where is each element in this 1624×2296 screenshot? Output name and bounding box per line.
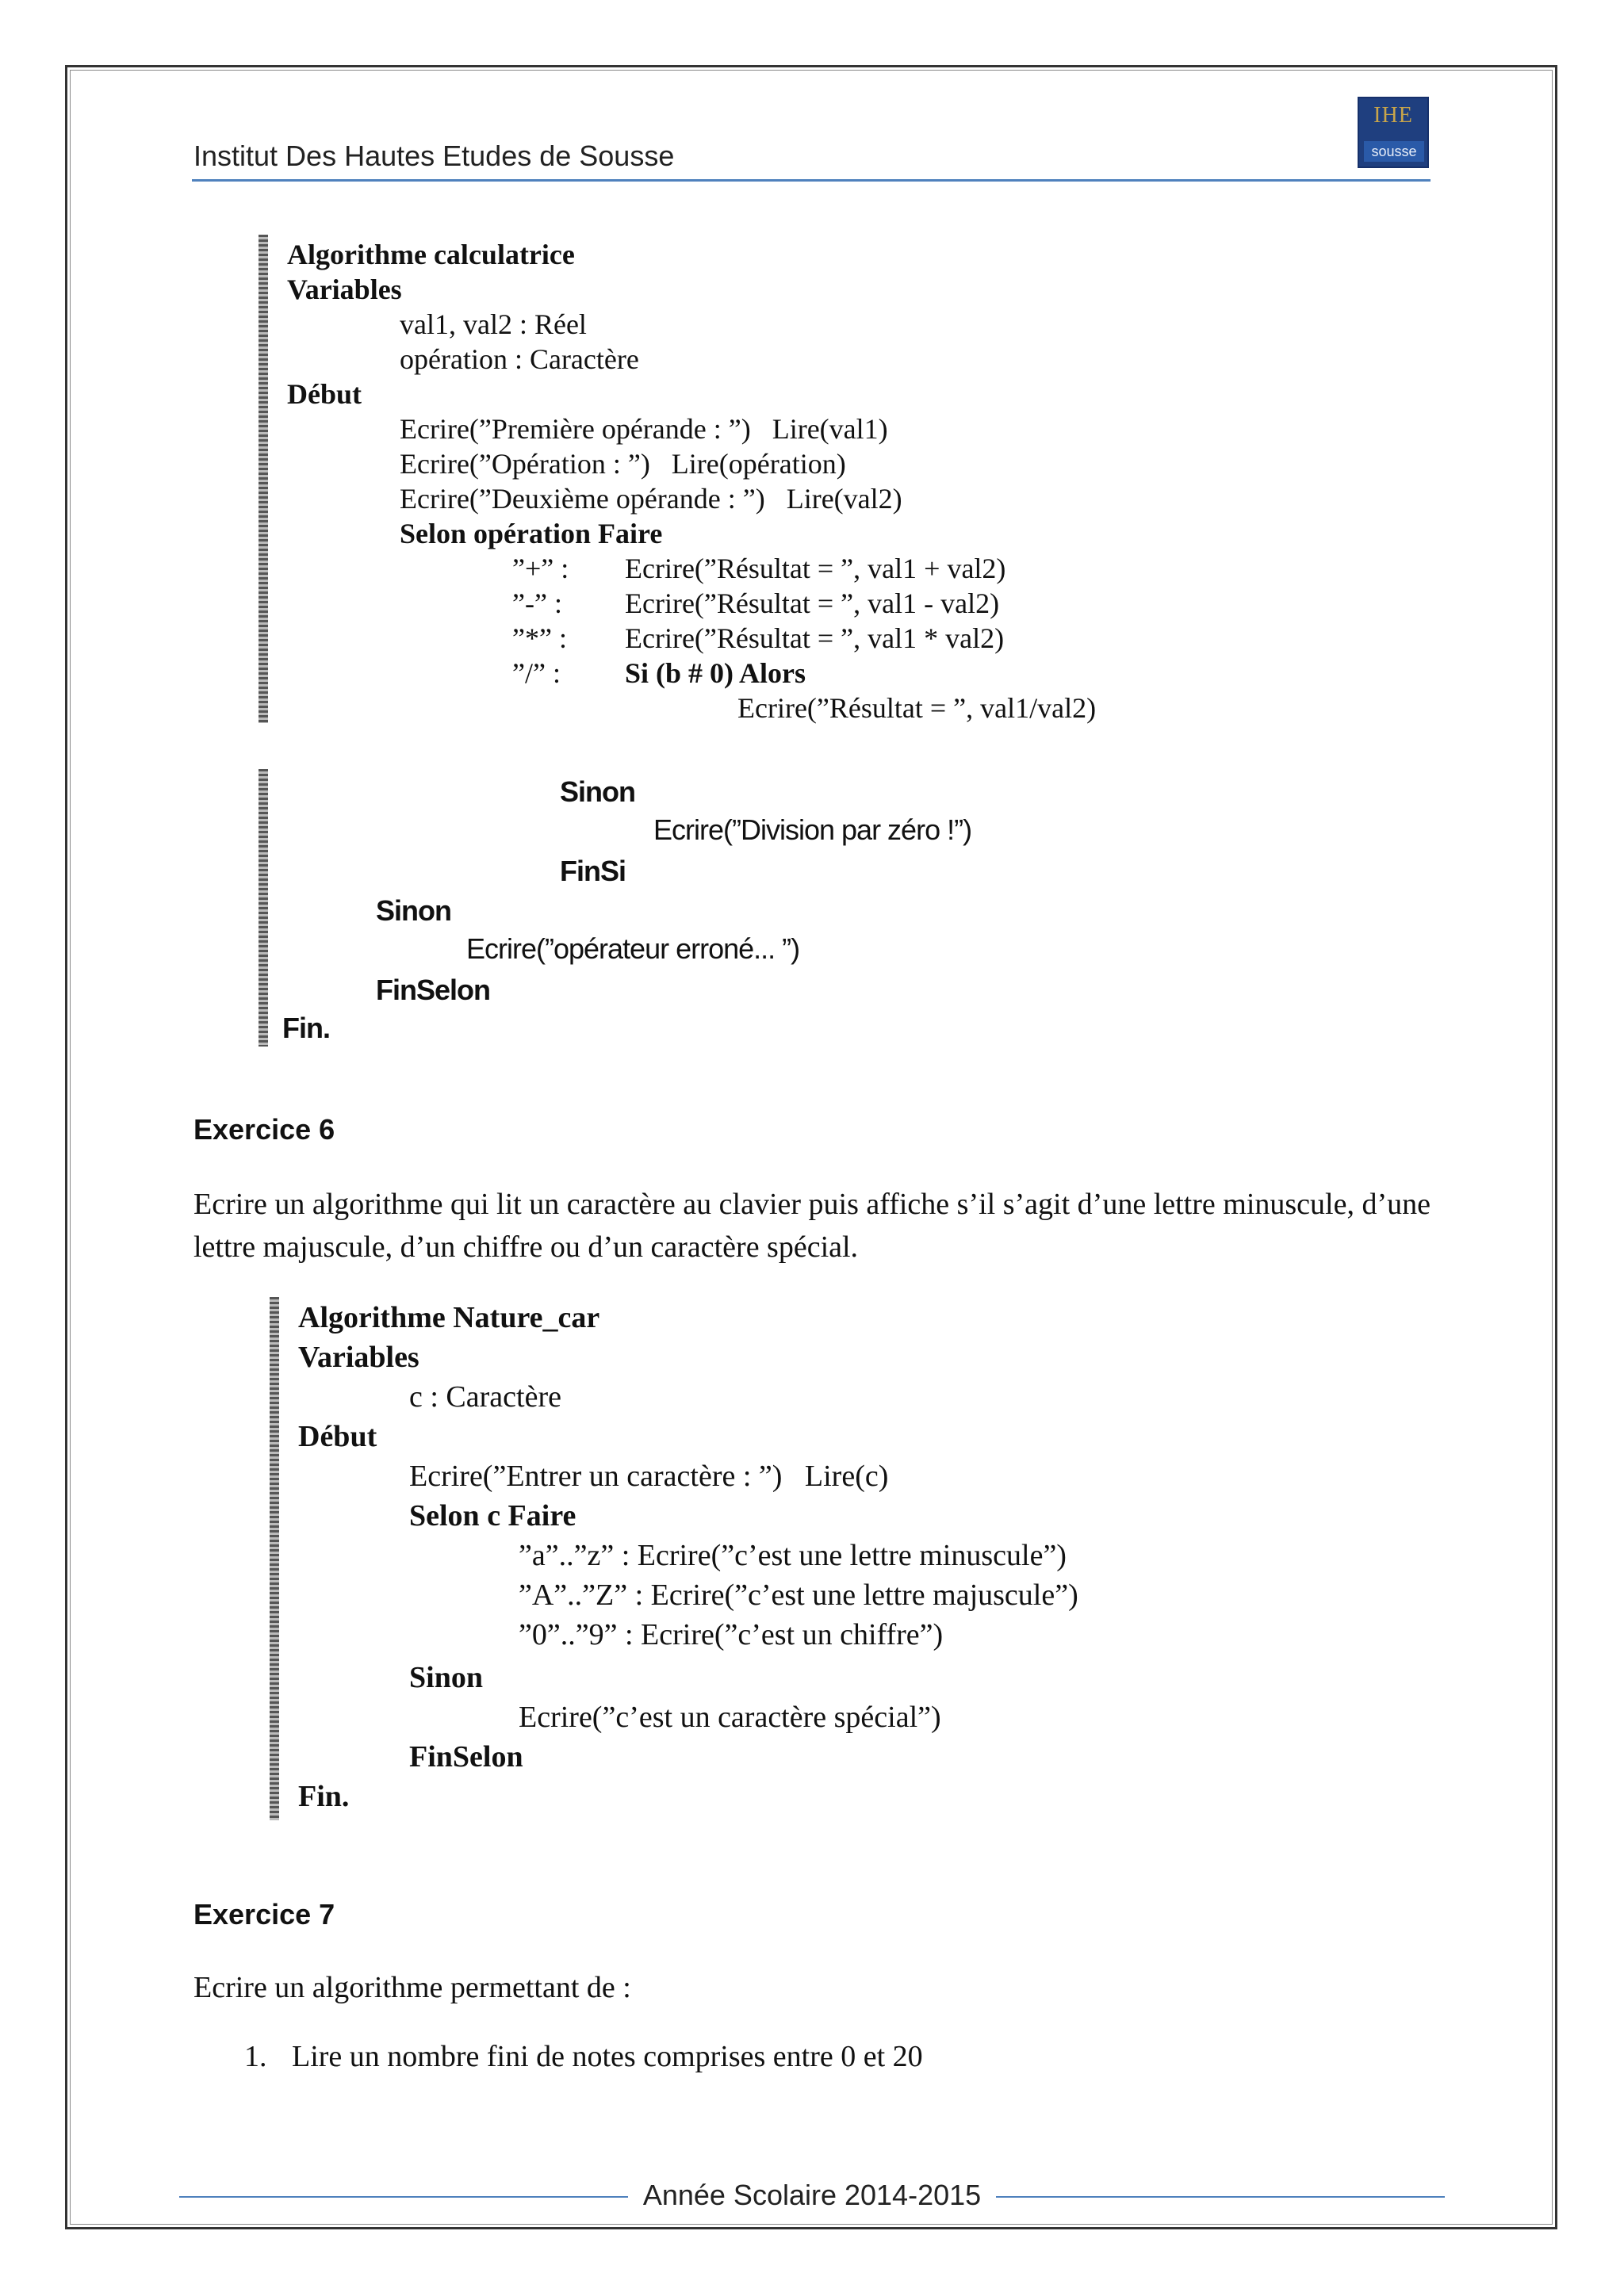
institution-logo	[1358, 97, 1429, 168]
code-line: Sinon	[409, 1661, 483, 1694]
code-margin-marker	[259, 235, 268, 723]
list-item-text: Lire un nombre fini de notes comprises entre 0 et 20	[292, 2040, 923, 2073]
code-line: Ecrire(”Résultat = ”, val1/val2)	[737, 692, 1097, 724]
code-line: Selon c Faire	[409, 1499, 576, 1533]
code-line: Fin.	[282, 1012, 330, 1044]
header-institution: Institut Des Hautes Etudes de Sousse	[193, 140, 675, 172]
code-line: c : Caractère	[409, 1380, 561, 1414]
code-line: Ecrire(”Résultat = ”, val1 + val2)	[625, 553, 1006, 584]
code-line: ”/” :	[512, 657, 561, 689]
code-line: ”A”..”Z” : Ecrire(”c’est une lettre majuscule”)	[519, 1578, 1078, 1612]
code-line: Ecrire(”Première opérande : ”) Lire(val1)	[400, 413, 888, 445]
code-line: opération : Caractère	[400, 343, 639, 375]
list-item	[244, 2039, 923, 2074]
code-line: Fin.	[298, 1780, 350, 1813]
code-line: Ecrire(”Deuxième opérande : ”) Lire(val2)	[400, 483, 902, 515]
footer-rule	[179, 2196, 628, 2198]
exercise-6-title: Exercice 6	[193, 1113, 335, 1146]
exercise-6-statement: Ecrire un algorithme qui lit un caractère au clavier puis affiche s’il s’agit d’une lettre minuscule, d’une lettre majuscule, d’un chiffre ou d’un caractère spécial.	[193, 1188, 1431, 1264]
code-line: Début	[287, 378, 362, 410]
footer-rule	[996, 2196, 1445, 2198]
code-margin-marker	[259, 769, 268, 1047]
header-rule	[192, 179, 1431, 182]
code-line: FinSi	[560, 855, 626, 887]
code-line: Début	[298, 1420, 377, 1453]
code-line: ”-” :	[512, 587, 562, 619]
code-line: Variables	[298, 1341, 419, 1374]
code-line: Algorithme calculatrice	[287, 239, 575, 270]
exercise-7-statement: Ecrire un algorithme permettant de :	[193, 1971, 631, 2004]
code-line: Ecrire(”Résultat = ”, val1 - val2)	[625, 587, 1000, 619]
code-line: Si (b # 0) Alors	[625, 657, 806, 689]
code-margin-marker	[270, 1297, 279, 1820]
code-line: ”*” :	[512, 622, 567, 654]
code-line: Algorithme Nature_car	[298, 1301, 600, 1334]
code-line: Sinon	[560, 775, 635, 808]
code-line: Sinon	[376, 894, 451, 927]
code-line: Ecrire(”opérateur erroné... ”)	[466, 932, 800, 965]
code-line: Ecrire(”Résultat = ”, val1 * val2)	[625, 622, 1005, 654]
code-line: ”a”..”z” : Ecrire(”c’est une lettre minuscule”)	[519, 1539, 1067, 1572]
logo-city: sousse	[1364, 141, 1424, 162]
list-item-number: 1.	[244, 2040, 267, 2073]
code-line: FinSelon	[376, 974, 490, 1006]
logo-letters: IHE	[1373, 103, 1413, 128]
code-line: Ecrire(”Opération : ”) Lire(opération)	[400, 448, 846, 480]
code-line: val1, val2 : Réel	[400, 308, 587, 340]
code-line: ”0”..”9” : Ecrire(”c’est un chiffre”)	[519, 1618, 944, 1651]
code-line: Ecrire(”Division par zéro !”)	[653, 813, 972, 846]
code-line: Ecrire(”c’est un caractère spécial”)	[519, 1701, 941, 1734]
exercise-7-title: Exercice 7	[193, 1898, 335, 1931]
code-line: Variables	[287, 274, 402, 305]
code-line: Ecrire(”Entrer un caractère : ”) Lire(c)	[409, 1460, 889, 1493]
code-line: ”+” :	[512, 553, 569, 584]
footer-school-year: Année Scolaire 2014-2015	[642, 2179, 982, 2211]
code-line: Selon opération Faire	[400, 518, 663, 549]
code-line: FinSelon	[409, 1740, 523, 1774]
